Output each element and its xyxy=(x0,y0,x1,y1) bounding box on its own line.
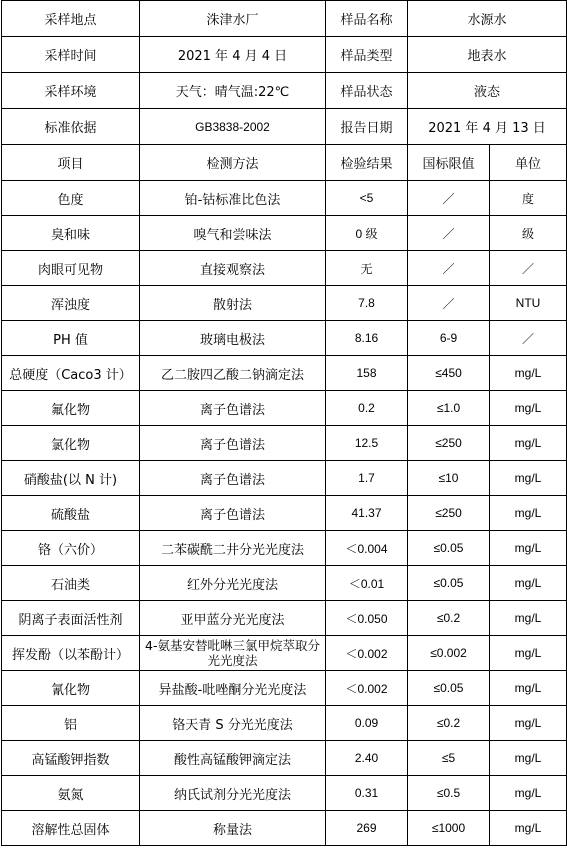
row-result: 1.7 xyxy=(326,461,408,496)
sampling-env-value: 天气：晴气温:22℃ xyxy=(140,73,326,109)
row-limit: ≤0.05 xyxy=(408,531,490,566)
row-limit: ≤0.2 xyxy=(408,706,490,741)
row-item: 色度 xyxy=(2,181,140,216)
row-result: ＜0.002 xyxy=(326,671,408,706)
water-quality-report-table xyxy=(1,0,567,846)
table-row xyxy=(2,566,567,601)
row-limit: ≤5 xyxy=(408,741,490,776)
header-row-environment xyxy=(2,73,567,109)
row-item: 阴离子表面活性剂 xyxy=(2,601,140,636)
table-row xyxy=(2,496,567,531)
row-result: 0.09 xyxy=(326,706,408,741)
table-row xyxy=(2,461,567,496)
sample-state-label: 样品状态 xyxy=(326,73,408,109)
header-row-standard xyxy=(2,109,567,145)
table-row xyxy=(2,636,567,671)
row-unit: mg/L xyxy=(490,811,567,846)
row-result: 41.37 xyxy=(326,496,408,531)
column-header-row xyxy=(2,145,567,181)
row-limit: ／ xyxy=(408,251,490,286)
row-result: 无 xyxy=(326,251,408,286)
table-row xyxy=(2,251,567,286)
row-method: 称量法 xyxy=(140,811,326,846)
row-result: 12.5 xyxy=(326,426,408,461)
row-item: 总硬度（Caco3 计） xyxy=(2,356,140,391)
column-header-method: 检测方法 xyxy=(140,145,326,181)
report-table-body xyxy=(2,1,567,846)
row-item: PH 值 xyxy=(2,321,140,356)
row-method: 异盐酸-吡唑酮分光光度法 xyxy=(140,671,326,706)
column-header-result: 检验结果 xyxy=(326,145,408,181)
row-item: 氰化物 xyxy=(2,671,140,706)
row-unit: mg/L xyxy=(490,461,567,496)
row-unit: ／ xyxy=(490,251,567,286)
row-result: 7.8 xyxy=(326,286,408,321)
row-method: 酸性高锰酸钾滴定法 xyxy=(140,741,326,776)
row-method: 离子色谱法 xyxy=(140,391,326,426)
row-unit: mg/L xyxy=(490,741,567,776)
row-item: 氯化物 xyxy=(2,426,140,461)
table-row xyxy=(2,776,567,811)
row-method: 散射法 xyxy=(140,286,326,321)
sample-type-label: 样品类型 xyxy=(326,37,408,73)
sample-name-value: 水源水 xyxy=(408,1,567,37)
sampling-env-label: 采样环境 xyxy=(2,73,140,109)
row-item: 铝 xyxy=(2,706,140,741)
header-row-time xyxy=(2,37,567,73)
row-method: 离子色谱法 xyxy=(140,461,326,496)
row-limit: ≤1000 xyxy=(408,811,490,846)
row-limit: ≤10 xyxy=(408,461,490,496)
row-method: 红外分光光度法 xyxy=(140,566,326,601)
row-result: 0 级 xyxy=(326,216,408,251)
row-result: ＜0.002 xyxy=(326,636,408,671)
table-row xyxy=(2,286,567,321)
standard-value: GB3838-2002 xyxy=(140,109,326,145)
row-limit: ≤0.05 xyxy=(408,671,490,706)
sample-type-value: 地表水 xyxy=(408,37,567,73)
row-item: 硫酸盐 xyxy=(2,496,140,531)
row-item: 氟化物 xyxy=(2,391,140,426)
row-method: 二苯碳酰二井分光光度法 xyxy=(140,531,326,566)
row-result: 0.2 xyxy=(326,391,408,426)
table-row xyxy=(2,741,567,776)
row-item: 高锰酸钾指数 xyxy=(2,741,140,776)
row-unit: 级 xyxy=(490,216,567,251)
row-limit: ≤0.2 xyxy=(408,601,490,636)
sampling-time-label: 采样时间 xyxy=(2,37,140,73)
row-method: 亚甲蓝分光光度法 xyxy=(140,601,326,636)
row-limit: ≤250 xyxy=(408,426,490,461)
row-method: 4-氨基安替吡啉三氯甲烷萃取分光光度法 xyxy=(140,636,326,671)
row-result: ＜0.050 xyxy=(326,601,408,636)
row-limit: ／ xyxy=(408,286,490,321)
table-row xyxy=(2,321,567,356)
row-item: 硝酸盐(以 N 计) xyxy=(2,461,140,496)
standard-label: 标准依据 xyxy=(2,109,140,145)
sampling-location-value: 洙津水厂 xyxy=(140,1,326,37)
row-unit: mg/L xyxy=(490,776,567,811)
table-row xyxy=(2,426,567,461)
row-unit: mg/L xyxy=(490,496,567,531)
row-unit: ／ xyxy=(490,321,567,356)
row-item: 肉眼可见物 xyxy=(2,251,140,286)
row-result: 2.40 xyxy=(326,741,408,776)
row-unit: 度 xyxy=(490,181,567,216)
sampling-location-label: 采样地点 xyxy=(2,1,140,37)
row-result: 8.16 xyxy=(326,321,408,356)
row-unit: mg/L xyxy=(490,531,567,566)
row-limit: ≤1.0 xyxy=(408,391,490,426)
table-row xyxy=(2,216,567,251)
sample-state-value: 液态 xyxy=(408,73,567,109)
row-method: 玻璃电极法 xyxy=(140,321,326,356)
row-unit: mg/L xyxy=(490,426,567,461)
sampling-time-value: 2021 年 4 月 4 日 xyxy=(140,37,326,73)
row-result: ＜0.004 xyxy=(326,531,408,566)
row-unit: NTU xyxy=(490,286,567,321)
row-limit: ≤0.002 xyxy=(408,636,490,671)
row-unit: mg/L xyxy=(490,391,567,426)
row-method: 离子色谱法 xyxy=(140,426,326,461)
table-row xyxy=(2,671,567,706)
table-row xyxy=(2,811,567,846)
row-limit: ≤250 xyxy=(408,496,490,531)
row-limit: ≤450 xyxy=(408,356,490,391)
row-method: 铂-钴标准比色法 xyxy=(140,181,326,216)
row-item: 石油类 xyxy=(2,566,140,601)
row-result: 269 xyxy=(326,811,408,846)
table-row xyxy=(2,531,567,566)
row-result: 158 xyxy=(326,356,408,391)
row-item: 臭和味 xyxy=(2,216,140,251)
row-unit: mg/L xyxy=(490,601,567,636)
column-header-item: 项目 xyxy=(2,145,140,181)
row-method: 直接观察法 xyxy=(140,251,326,286)
row-unit: mg/L xyxy=(490,356,567,391)
row-unit: mg/L xyxy=(490,636,567,671)
row-item: 溶解性总固体 xyxy=(2,811,140,846)
row-limit: 6-9 xyxy=(408,321,490,356)
table-row xyxy=(2,391,567,426)
row-result: ＜0.01 xyxy=(326,566,408,601)
report-date-value: 2021 年 4 月 13 日 xyxy=(408,109,567,145)
row-result: 0.31 xyxy=(326,776,408,811)
row-result: <5 xyxy=(326,181,408,216)
row-unit: mg/L xyxy=(490,706,567,741)
table-row xyxy=(2,181,567,216)
row-method: 铬天青 S 分光光度法 xyxy=(140,706,326,741)
row-item: 挥发酚（以苯酚计） xyxy=(2,636,140,671)
report-date-label: 报告日期 xyxy=(326,109,408,145)
row-method: 嗅气和尝味法 xyxy=(140,216,326,251)
sample-name-label: 样品名称 xyxy=(326,1,408,37)
row-limit: ／ xyxy=(408,181,490,216)
row-method: 乙二胺四乙酸二钠滴定法 xyxy=(140,356,326,391)
row-unit: mg/L xyxy=(490,566,567,601)
row-unit: mg/L xyxy=(490,671,567,706)
column-header-unit: 单位 xyxy=(490,145,567,181)
table-row xyxy=(2,356,567,391)
table-row xyxy=(2,601,567,636)
row-method: 纳氏试剂分光光度法 xyxy=(140,776,326,811)
row-method: 离子色谱法 xyxy=(140,496,326,531)
table-row xyxy=(2,706,567,741)
header-row-location xyxy=(2,1,567,37)
column-header-limit: 国标限值 xyxy=(408,145,490,181)
row-limit: ≤0.5 xyxy=(408,776,490,811)
row-limit: ／ xyxy=(408,216,490,251)
row-item: 铬（六价） xyxy=(2,531,140,566)
row-item: 氨氮 xyxy=(2,776,140,811)
row-item: 浑浊度 xyxy=(2,286,140,321)
row-limit: ≤0.05 xyxy=(408,566,490,601)
